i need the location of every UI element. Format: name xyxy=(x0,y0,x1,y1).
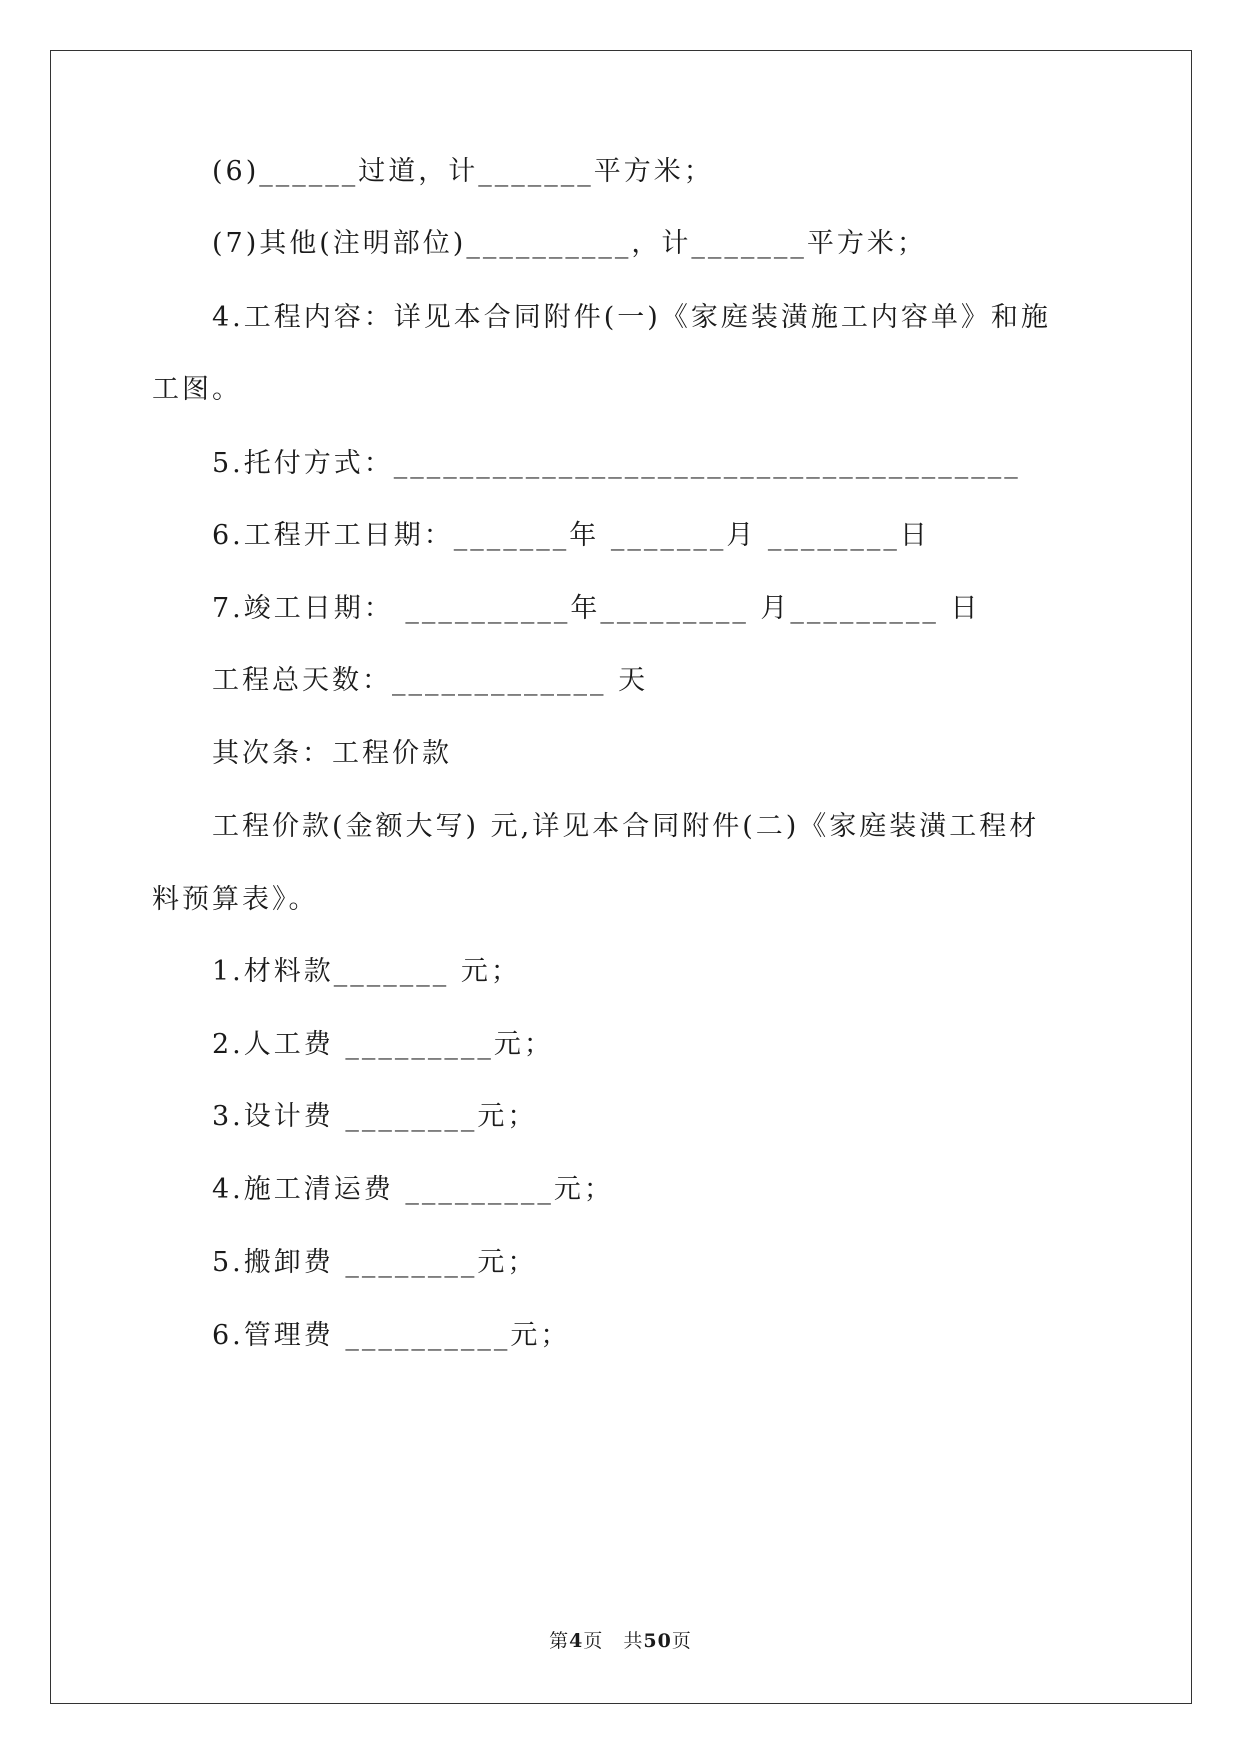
footer-prefix: 第 xyxy=(549,1630,570,1652)
footer-suffix: 页 xyxy=(671,1630,692,1652)
text-line: 4.工程内容：详见本合同附件(一)《家庭装潢施工内容单》和施 xyxy=(212,302,1051,333)
text-line: 5.搬卸费 ________元； xyxy=(212,1247,538,1278)
text-line: 1.材料款_______ 元； xyxy=(212,956,521,987)
text-line: 工程价款(金额大写) 元,详见本合同附件(二)《家庭装潢工程材 xyxy=(212,811,1040,842)
text-line: 7.竣工日期： __________年_________ 月_________ 日 xyxy=(212,593,981,624)
text-line: 6.工程开工日期：_______年 _______月 ________日 xyxy=(212,520,930,551)
page-footer xyxy=(0,1626,1241,1653)
text-line: 5.托付方式：______________________________________ xyxy=(212,448,1021,479)
text-line: 3.设计费 ________元； xyxy=(212,1101,538,1132)
text-line: (7)其他(注明部位)__________，计_______平方米； xyxy=(212,228,927,259)
footer-current-page: 4 xyxy=(569,1630,584,1652)
text-line: 2.人工费 _________元； xyxy=(212,1029,554,1060)
text-line: (6)______过道，计_______平方米； xyxy=(212,156,714,187)
footer-total-pages: 50 xyxy=(643,1630,672,1652)
text-line: 工图。 xyxy=(152,374,242,405)
text-line: 6.管理费 __________元； xyxy=(212,1320,571,1351)
footer-middle: 页 共 xyxy=(583,1630,644,1652)
text-line: 其次条：工程价款 xyxy=(212,738,452,769)
text-line: 料预算表》。 xyxy=(152,884,319,915)
text-line: 4.施工清运费 _________元； xyxy=(212,1174,614,1205)
text-line: 工程总天数：_____________ 天 xyxy=(212,665,649,696)
